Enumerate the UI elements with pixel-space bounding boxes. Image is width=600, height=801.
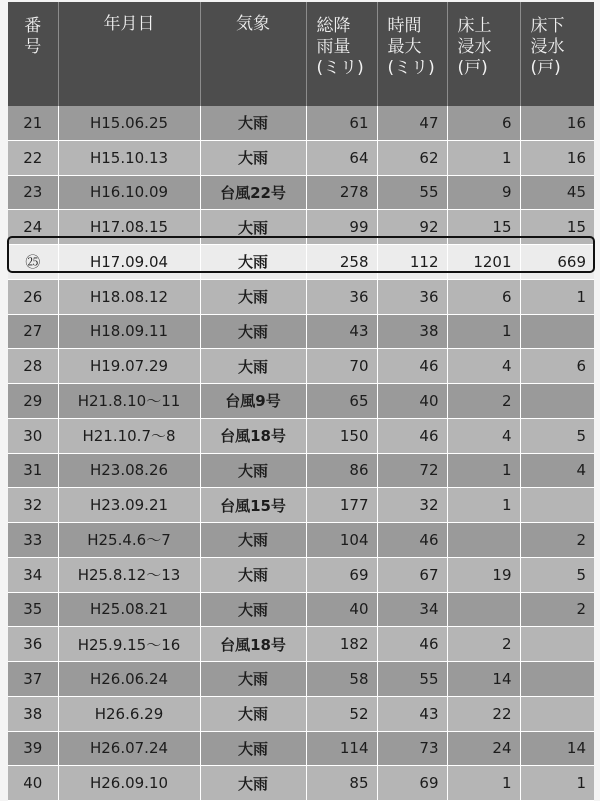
row-above-floor: 19 [447,557,520,592]
row-hourly-max: 62 [377,140,447,175]
row-number: 38 [8,696,58,731]
flood-damage-table [8,2,594,801]
header-hourly-max-line3: (ミリ) [387,58,435,78]
row-total-rainfall: 70 [306,349,377,384]
row-hourly-max: 38 [377,314,447,349]
header-date-label: 年月日 [103,14,155,34]
row-above-floor: 9 [447,175,520,210]
row-above-floor: 2 [447,627,520,662]
table-row [8,384,594,419]
row-date: H26.6.29 [58,696,200,731]
table-row [8,314,594,349]
row-hourly-max: 112 [377,245,447,280]
row-below-floor: 5 [520,557,594,592]
row-hourly-max: 46 [377,418,447,453]
row-number: 32 [8,488,58,523]
header-weather-label: 気象 [236,14,270,34]
header-below-floor-line3: (戸) [530,58,561,78]
row-number: 21 [8,106,58,140]
row-number: 23 [8,175,58,210]
row-date: H21.10.7～8 [58,418,200,453]
row-hourly-max: 46 [377,627,447,662]
row-weather: 大雨 [200,140,306,175]
table-row [8,418,594,453]
row-above-floor: 15 [447,210,520,245]
row-above-floor: 1 [447,766,520,801]
row-date: H25.9.15～16 [58,627,200,662]
row-total-rainfall: 65 [306,384,377,419]
row-weather: 大雨 [200,106,306,140]
row-weather: 大雨 [200,523,306,558]
row-number: 27 [8,314,58,349]
row-hourly-max: 47 [377,106,447,140]
row-date: H16.10.09 [58,175,200,210]
row-below-floor: 669 [520,245,594,280]
row-below-floor [520,696,594,731]
table-row [8,766,594,801]
row-number: 37 [8,662,58,697]
row-weather: 大雨 [200,592,306,627]
header-number [8,2,58,106]
header-weather [200,2,306,106]
row-number: 28 [8,349,58,384]
row-weather: 大雨 [200,766,306,801]
row-weather: 台風18号 [200,627,306,662]
row-weather: 大雨 [200,210,306,245]
row-hourly-max: 55 [377,662,447,697]
header-above-floor-line1: 床上 [457,16,492,36]
row-number: 40 [8,766,58,801]
row-total-rainfall: 64 [306,140,377,175]
row-below-floor [520,314,594,349]
row-number: 26 [8,279,58,314]
table-row [8,731,594,766]
flood-record-sheet [8,2,594,793]
row-total-rainfall: 182 [306,627,377,662]
row-number: 29 [8,384,58,419]
row-below-floor: 15 [520,210,594,245]
table-row [8,627,594,662]
row-total-rainfall: 99 [306,210,377,245]
table-body [8,106,594,801]
row-weather: 台風22号 [200,175,306,210]
row-date: H17.09.04 [58,245,200,280]
row-total-rainfall: 114 [306,731,377,766]
row-above-floor [447,592,520,627]
header-total-rainfall-line3: (ミリ) [316,58,364,78]
table-row [8,453,594,488]
row-above-floor: 22 [447,696,520,731]
row-hourly-max: 72 [377,453,447,488]
table-row [8,140,594,175]
table-row [8,175,594,210]
table-row [8,279,594,314]
row-total-rainfall: 258 [306,245,377,280]
row-hourly-max: 69 [377,766,447,801]
row-date: H26.06.24 [58,662,200,697]
row-above-floor: 1201 [447,245,520,280]
row-above-floor: 6 [447,279,520,314]
header-above-floor-line2: 浸水 [457,37,492,57]
row-weather: 大雨 [200,314,306,349]
row-above-floor: 4 [447,349,520,384]
row-above-floor: 14 [447,662,520,697]
table-row [8,106,594,140]
table-row [8,523,594,558]
row-weather: 大雨 [200,696,306,731]
row-below-floor: 16 [520,140,594,175]
header-total-rainfall-line1: 総降 [316,16,351,36]
header-below-floor-line1: 床下 [530,16,565,36]
row-total-rainfall: 278 [306,175,377,210]
row-weather: 大雨 [200,731,306,766]
table-row [8,349,594,384]
table-header-row [8,2,594,106]
row-weather: 台風15号 [200,488,306,523]
table-row [8,210,594,245]
row-below-floor [520,384,594,419]
row-hourly-max: 40 [377,384,447,419]
row-below-floor: 2 [520,523,594,558]
row-hourly-max: 34 [377,592,447,627]
row-total-rainfall: 150 [306,418,377,453]
row-total-rainfall: 40 [306,592,377,627]
row-below-floor: 1 [520,279,594,314]
header-total-rainfall [306,2,377,106]
row-weather: 大雨 [200,662,306,697]
row-hourly-max: 67 [377,557,447,592]
row-total-rainfall: 61 [306,106,377,140]
header-number-line1: 番 [24,16,42,36]
row-above-floor: 6 [447,106,520,140]
row-weather: 大雨 [200,453,306,488]
row-number: 39 [8,731,58,766]
row-below-floor: 14 [520,731,594,766]
row-number: 35 [8,592,58,627]
row-date: H23.09.21 [58,488,200,523]
row-above-floor: 1 [447,140,520,175]
row-total-rainfall: 36 [306,279,377,314]
row-total-rainfall: 69 [306,557,377,592]
row-number: 30 [8,418,58,453]
header-date [58,2,200,106]
header-above-floor-line3: (戸) [457,58,488,78]
row-number: 34 [8,557,58,592]
row-total-rainfall: 177 [306,488,377,523]
header-below-floor-flooding [520,2,594,106]
row-weather: 大雨 [200,557,306,592]
row-above-floor: 1 [447,314,520,349]
row-hourly-max: 46 [377,349,447,384]
row-hourly-max: 55 [377,175,447,210]
row-date: H25.08.21 [58,592,200,627]
row-above-floor: 24 [447,731,520,766]
row-date: H26.07.24 [58,731,200,766]
row-below-floor [520,627,594,662]
row-hourly-max: 36 [377,279,447,314]
row-date: H25.4.6～7 [58,523,200,558]
row-date: H19.07.29 [58,349,200,384]
row-date: H26.09.10 [58,766,200,801]
row-weather: 台風9号 [200,384,306,419]
row-total-rainfall: 85 [306,766,377,801]
table-row [8,696,594,731]
row-date: H15.10.13 [58,140,200,175]
row-hourly-max: 73 [377,731,447,766]
row-below-floor: 4 [520,453,594,488]
header-hourly-max-line2: 最大 [387,37,422,57]
row-total-rainfall: 43 [306,314,377,349]
row-number: 24 [8,210,58,245]
row-number: 36 [8,627,58,662]
table-row [8,557,594,592]
row-below-floor [520,488,594,523]
row-number: 22 [8,140,58,175]
row-date: H25.8.12～13 [58,557,200,592]
header-number-line2: 号 [24,37,42,57]
header-hourly-max [377,2,447,106]
row-below-floor: 45 [520,175,594,210]
row-number: 33 [8,523,58,558]
row-date: H15.06.25 [58,106,200,140]
row-above-floor: 1 [447,488,520,523]
header-total-rainfall-line2: 雨量 [316,37,351,57]
row-number: 31 [8,453,58,488]
row-below-floor: 6 [520,349,594,384]
table-row [8,662,594,697]
row-below-floor [520,662,594,697]
row-hourly-max: 43 [377,696,447,731]
row-total-rainfall: 52 [306,696,377,731]
row-weather: 大雨 [200,245,306,280]
row-below-floor: 1 [520,766,594,801]
row-above-floor [447,523,520,558]
table-row [8,592,594,627]
row-below-floor: 16 [520,106,594,140]
header-below-floor-line2: 浸水 [530,37,565,57]
row-date: H23.08.26 [58,453,200,488]
row-above-floor: 4 [447,418,520,453]
row-below-floor: 5 [520,418,594,453]
row-hourly-max: 92 [377,210,447,245]
row-above-floor: 1 [447,453,520,488]
row-total-rainfall: 58 [306,662,377,697]
table-row [8,488,594,523]
header-above-floor-flooding [447,2,520,106]
row-date: H18.08.12 [58,279,200,314]
row-total-rainfall: 104 [306,523,377,558]
row-hourly-max: 32 [377,488,447,523]
header-hourly-max-line1: 時間 [387,16,422,36]
table-row [8,245,594,280]
row-hourly-max: 46 [377,523,447,558]
row-weather: 大雨 [200,349,306,384]
row-above-floor: 2 [447,384,520,419]
row-total-rainfall: 86 [306,453,377,488]
row-date: H21.8.10～11 [58,384,200,419]
row-number: ㉕ [8,245,58,280]
row-date: H18.09.11 [58,314,200,349]
row-below-floor: 2 [520,592,594,627]
row-weather: 台風18号 [200,418,306,453]
row-weather: 大雨 [200,279,306,314]
row-date: H17.08.15 [58,210,200,245]
